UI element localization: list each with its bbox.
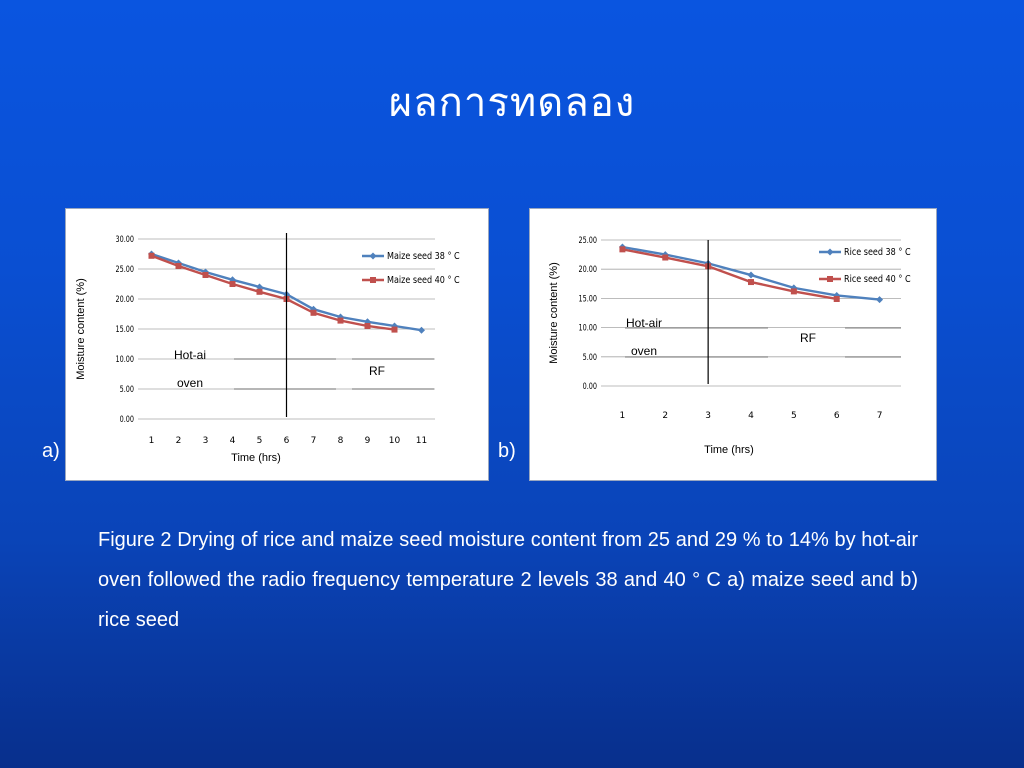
chart-b-ytick: 0.00 [582,380,597,392]
figure-caption [98,520,918,640]
chart-a [66,209,488,480]
chart-a-xtick: 4 [229,436,236,446]
chart-a-series-2-point [365,323,371,329]
chart-b-panel [529,208,937,481]
chart-a-xtick: 11 [415,436,428,446]
chart-a-ytick: 30.00 [115,233,134,245]
chart-a-ytick: 20.00 [115,293,134,305]
chart-a-series-2-point [230,281,236,287]
chart-a-series-1-point [418,327,425,334]
chart-a-xtick: 6 [283,436,290,446]
chart-a-xtick: 5 [256,436,263,446]
chart-a-label: a) [42,440,60,462]
chart-b-xtick: 6 [833,411,840,421]
chart-b-xlabel: Time (hrs) [704,444,754,456]
chart-b-xtick: 5 [790,411,797,421]
caption-text: Drying of rice and maize seed moisture content from 25 and 29 % to 14% by hot-air oven followed the radio frequency temperature 2 levels 38 and 40 ° C a) maize seed and b) rice seed [98,529,918,631]
chart-a-legend-label-1: Maize seed 38 ° C [387,251,460,263]
chart-a-series-2-point [257,289,263,295]
chart-a-ylabel: Moisture content (%) [75,278,87,380]
chart-a-series-2-point [149,253,155,259]
chart-a-legend-marker-2 [370,277,376,283]
chart-b-ytick: 15.00 [578,292,597,304]
chart-b-series-2-point [791,288,797,294]
chart-a-series-2-point [311,310,317,316]
chart-a-xtick: 9 [364,436,371,446]
chart-a-xtick: 7 [310,436,317,446]
chart-b-series-2-point [662,255,668,261]
slide-title: ผลการทดลอง [388,80,636,126]
chart-a-series-2-point [176,263,182,269]
chart-a-series-2-point [203,272,209,278]
chart-b-xtick: 3 [705,411,712,421]
chart-b-legend-marker-2 [827,276,833,282]
chart-b-xtick: 4 [748,411,754,421]
chart-b-ytick: 5.00 [582,350,597,363]
chart-b-label: b) [498,440,516,462]
chart-b-annotation-hotair: Hot-air [625,316,663,330]
chart-a-xtick: 2 [175,436,182,446]
chart-a-ytick: 10.00 [115,353,134,365]
chart-a-ytick: 0.00 [119,413,134,425]
chart-a-annotation-rf: RF [369,364,385,378]
chart-b-legend-marker-1 [827,249,834,256]
chart-b-legend-label-1: Rice seed 38 ° C [844,247,911,259]
chart-a-panel [65,208,489,481]
caption-lead: Figure 2 [98,529,172,551]
chart-b-xtick: 2 [662,411,669,421]
chart-b-series-2-line [622,249,836,299]
chart-a-series-2-point [338,318,344,324]
chart-a-ytick: 5.00 [119,383,134,395]
chart-a-ytick: 25.00 [115,263,134,275]
chart-b-annotation-oven: oven [630,344,658,358]
chart-b-ylabel: Moisture content (%) [548,262,560,364]
chart-b-series-1-point [876,296,883,303]
chart-a-xtick: 1 [148,436,155,446]
chart-b-ytick: 10.00 [578,321,597,333]
chart-a-annotation-hotair: Hot-ai [173,348,207,362]
chart-b-annotation-rf: RF [800,331,816,345]
chart-a-series-2-point [392,327,398,333]
chart-b-xtick: 7 [876,411,883,421]
chart-b-series-2-point [748,279,754,285]
chart-b-ytick: 20.00 [578,263,597,275]
chart-b-series-1-point [748,272,755,279]
chart-a-xtick: 8 [337,436,344,446]
chart-a-xtick: 3 [202,436,209,446]
chart-b-ytick: 25.00 [578,234,597,246]
chart-b-series-2-point [834,296,840,302]
chart-b-xtick: 1 [619,411,626,421]
chart-a-ytick: 15.00 [115,323,134,335]
chart-a-annotation-oven: oven [176,376,204,390]
chart-a-xtick: 10 [388,436,401,446]
chart-b-legend-label-2: Rice seed 40 ° C [844,274,911,286]
chart-b [530,209,936,480]
chart-a-xlabel: Time (hrs) [231,452,281,464]
chart-a-legend-label-2: Maize seed 40 ° C [387,275,460,287]
chart-a-legend-marker-1 [370,253,377,260]
chart-b-series-2-point [619,246,625,252]
